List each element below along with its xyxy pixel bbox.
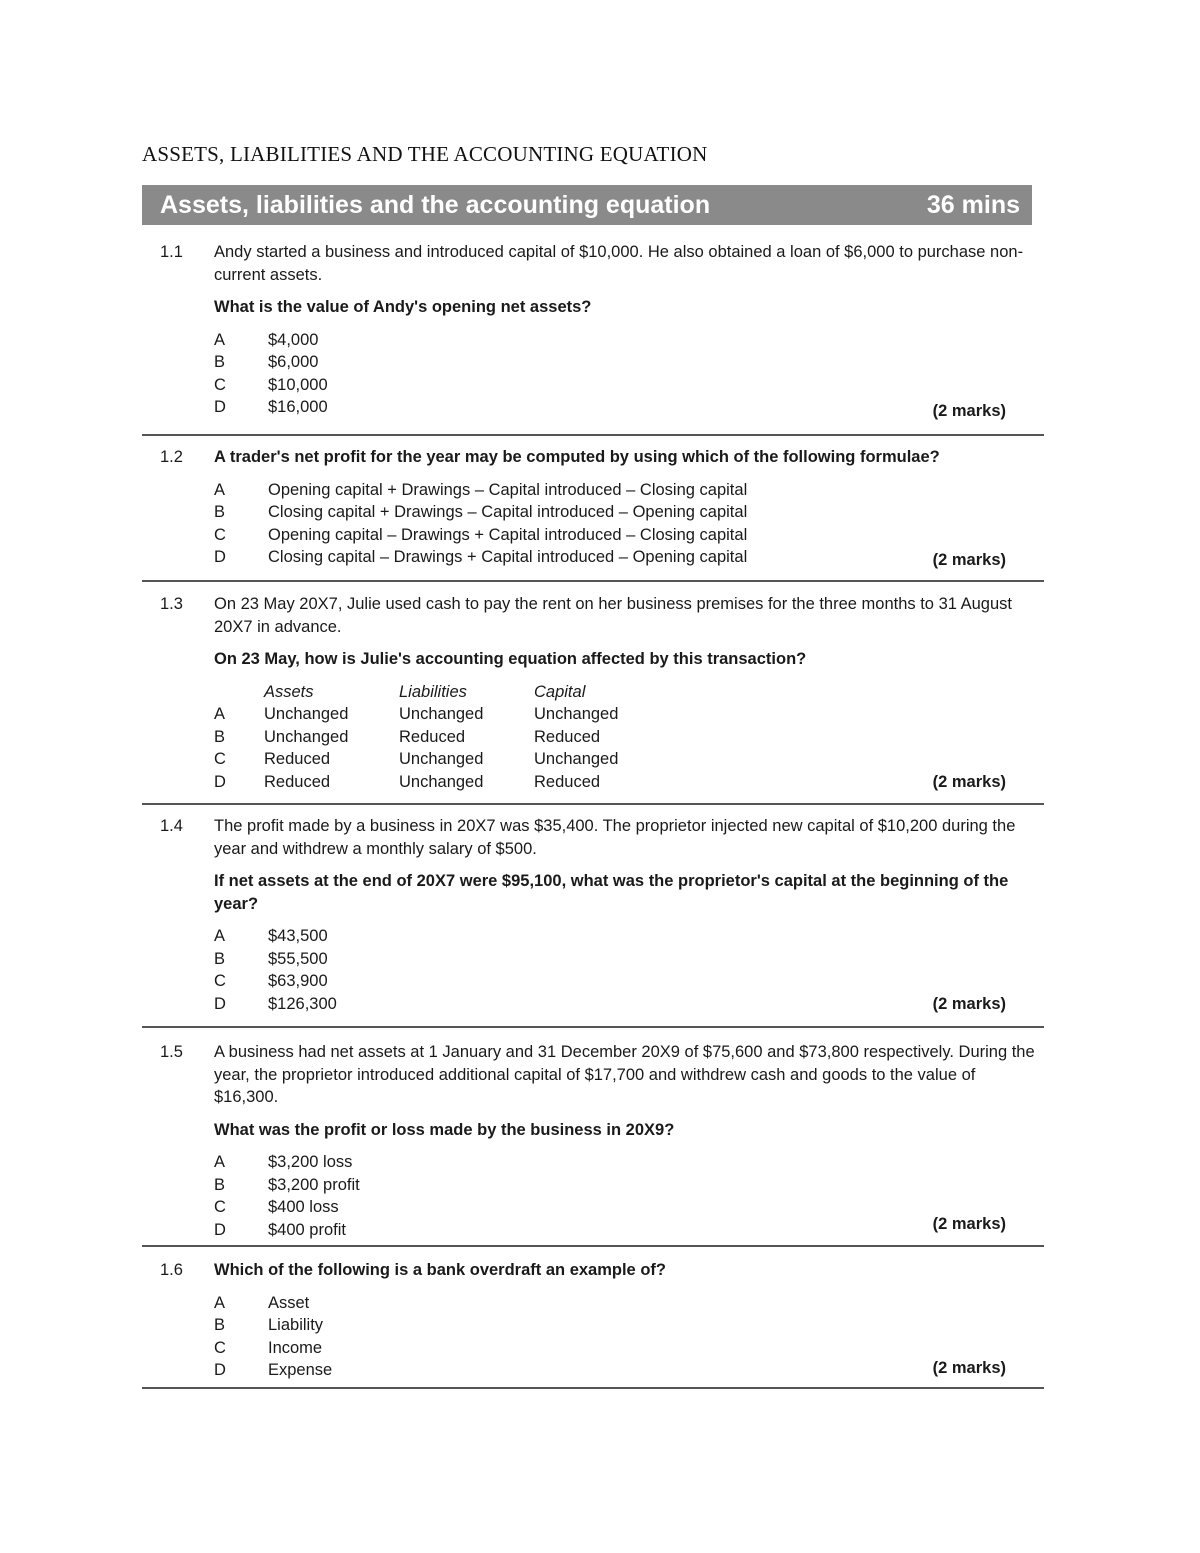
divider — [142, 1245, 1044, 1247]
question-ask: On 23 May, how is Julie's accounting equation affected by this transaction? — [214, 650, 807, 668]
question-ask: If net assets at the end of 20X7 were $95,100, what was the proprietor's capital at the beginning of the year? — [214, 872, 1009, 913]
question-1-2 — [142, 446, 1044, 569]
divider — [142, 580, 1044, 582]
question-number: 1.3 — [160, 595, 183, 613]
option-d[interactable]: D $126,300 — [214, 994, 337, 1013]
option-d[interactable]: D Expense — [214, 1361, 333, 1379]
marks-label: (2 marks) — [932, 995, 1006, 1013]
option-b[interactable]: B $55,500 — [214, 949, 328, 968]
option-a[interactable]: A Opening capital + Drawings – Capital introduced – Closing capital — [214, 480, 748, 499]
option-c[interactable]: C $10,000 — [214, 375, 328, 394]
divider — [142, 1026, 1044, 1028]
marks-label: (2 marks) — [932, 1359, 1006, 1377]
question-ask: Which of the following is a bank overdraft an example of? — [214, 1261, 666, 1279]
divider — [142, 434, 1044, 436]
option-a[interactable]: A $3,200 loss — [214, 1153, 353, 1171]
option-d[interactable]: D Closing capital – Drawings + Capital introduced – Opening capital — [214, 548, 748, 566]
table-row[interactable]: A Unchanged Unchanged Unchanged — [214, 705, 619, 723]
option-b[interactable]: B Liability — [214, 1316, 324, 1334]
banner-title: Assets, liabilities and the accounting equation — [160, 190, 711, 219]
question-stem: The profit made by a business in 20X7 was $35,400. The proprietor injected new capital of $10,200 during the year and withdrew a monthly salary of $500. — [214, 817, 1016, 858]
table-row[interactable]: D Reduced Unchanged Reduced — [214, 772, 601, 791]
question-ask: A trader's net profit for the year may be computed by using which of the following formulae? — [214, 448, 940, 466]
section-banner — [142, 185, 1032, 225]
page-heading: ASSETS, LIABILITIES AND THE ACCOUNTING EQUATION — [142, 142, 708, 166]
table-header-row — [214, 681, 618, 704]
option-a[interactable]: A $4,000 — [214, 330, 319, 349]
column-header-assets: Assets — [264, 682, 314, 701]
question-stem: Andy started a business and introduced capital of $10,000. He also obtained a loan of $6,000 to purchase non-current assets. — [214, 243, 1024, 284]
column-header-capital: Capital — [534, 682, 586, 701]
marks-label: (2 marks) — [932, 773, 1006, 791]
question-1-4 — [142, 815, 1044, 1015]
question-ask: What was the profit or loss made by the business in 20X9? — [214, 1120, 675, 1139]
question-1-6 — [142, 1259, 1044, 1382]
banner-time: 36 mins — [926, 190, 1020, 219]
table-row[interactable]: B Unchanged Reduced Reduced — [214, 727, 601, 746]
question-1-5 — [142, 1041, 1044, 1241]
option-c[interactable]: C Income — [214, 1338, 323, 1357]
option-c[interactable]: C $63,900 — [214, 972, 328, 990]
answer-table — [214, 681, 618, 794]
question-number: 1.1 — [160, 243, 183, 261]
marks-label: (2 marks) — [932, 1215, 1006, 1233]
table-row[interactable]: C Reduced Unchanged Unchanged — [214, 750, 619, 768]
question-stem: A business had net assets at 1 January and 31 December 20X9 of $75,600 and $73,800 respectively. During the year, the proprietor introduced additional capital of $17,700 and withdrew cash and goods to the value of $16,300. — [214, 1043, 1035, 1106]
option-a[interactable]: A $43,500 — [214, 927, 328, 945]
marks-label: (2 marks) — [932, 402, 1006, 420]
divider — [142, 1387, 1044, 1389]
option-c[interactable]: C $400 loss — [214, 1198, 339, 1216]
option-b[interactable]: B $6,000 — [214, 353, 319, 371]
question-1-1 — [142, 241, 1044, 419]
question-number: 1.2 — [160, 448, 183, 466]
option-d[interactable]: D $16,000 — [214, 398, 328, 416]
option-c[interactable]: C Opening capital – Drawings + Capital introduced – Closing capital — [214, 525, 748, 544]
question-number: 1.5 — [160, 1043, 183, 1061]
option-d[interactable]: D $400 profit — [214, 1220, 346, 1239]
question-ask: What is the value of Andy's opening net assets? — [214, 298, 592, 316]
column-header-liabilities: Liabilities — [399, 682, 467, 701]
question-stem: On 23 May 20X7, Julie used cash to pay the rent on her business premises for the three months to 31 August 20X7 in advance. — [214, 595, 1012, 636]
divider — [142, 803, 1044, 805]
option-b[interactable]: B $3,200 profit — [214, 1175, 360, 1194]
question-1-3 — [142, 593, 1044, 793]
option-a[interactable]: A Asset — [214, 1293, 310, 1312]
question-number: 1.6 — [160, 1261, 183, 1279]
marks-label: (2 marks) — [932, 551, 1006, 569]
question-number: 1.4 — [160, 817, 183, 835]
option-b[interactable]: B Closing capital + Drawings – Capital introduced – Opening capital — [214, 503, 748, 521]
